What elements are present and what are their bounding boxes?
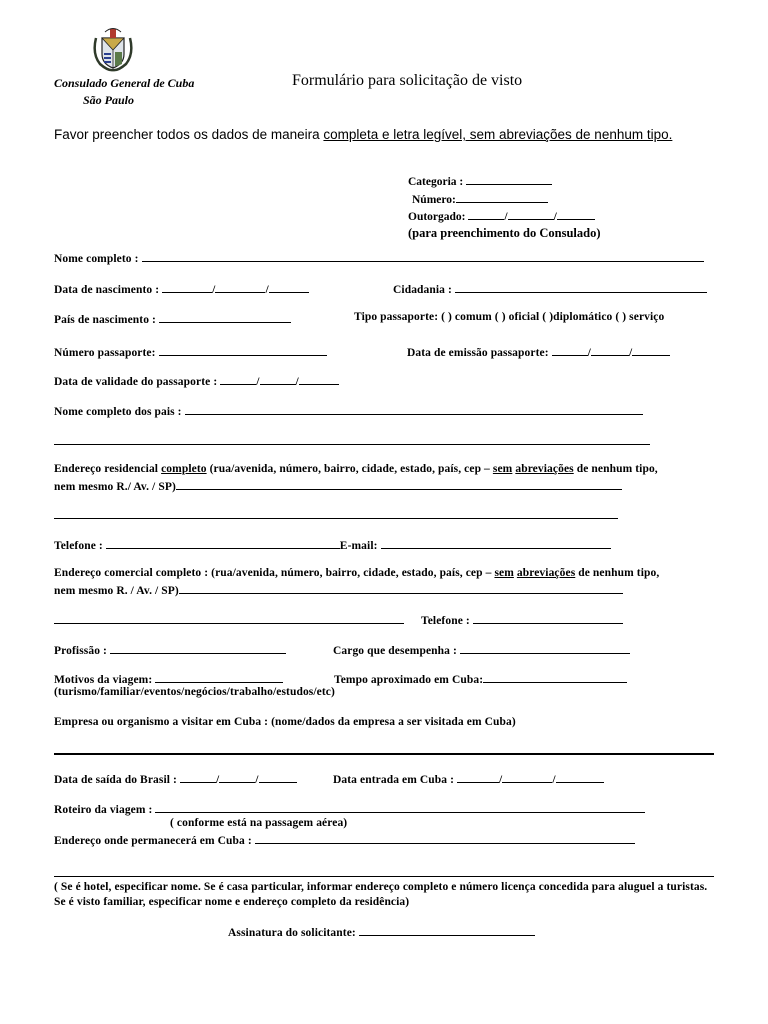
company-field[interactable] <box>54 753 714 755</box>
consulate-city: São Paulo <box>83 93 135 107</box>
validity-year-field[interactable] <box>299 373 339 385</box>
trip-reason-field[interactable] <box>155 671 283 683</box>
itinerary-label: Roteiro da viagem : <box>54 804 153 816</box>
full-name-row <box>54 250 704 265</box>
work-address-line2 <box>54 582 623 597</box>
stay-time-row <box>334 671 627 686</box>
validity-month-field[interactable] <box>260 373 296 385</box>
birth-country-field[interactable] <box>159 311 291 323</box>
itinerary-hint: ( conforme está na passagem aérea) <box>170 817 348 829</box>
issue-year-field[interactable] <box>632 344 670 356</box>
email-field[interactable] <box>381 537 611 549</box>
work-phone-field[interactable] <box>473 612 623 624</box>
trip-reason-row <box>54 671 283 686</box>
parents-field-line2[interactable] <box>54 444 650 445</box>
signature-field[interactable] <box>359 924 535 936</box>
position-label: Cargo que desempenha : <box>333 645 457 657</box>
parents-row <box>54 403 643 418</box>
birth-month-field[interactable] <box>215 281 265 293</box>
passport-number-field[interactable] <box>159 344 327 356</box>
work-address-field-line2[interactable] <box>54 623 404 624</box>
arrival-month-field[interactable] <box>502 771 552 783</box>
full-name-field[interactable] <box>142 250 704 262</box>
itinerary-field[interactable] <box>155 801 645 813</box>
category-field[interactable] <box>466 173 552 185</box>
profession-field[interactable] <box>110 642 286 654</box>
birth-year-field[interactable] <box>269 281 309 293</box>
departure-day-field[interactable] <box>180 771 216 783</box>
home-address-field-line2[interactable] <box>54 518 618 519</box>
work-address-line2-label: nem mesmo R. / Av. / SP) <box>54 585 179 597</box>
birth-date-label: Data de nascimento : <box>54 284 160 296</box>
coat-of-arms-emblem <box>90 24 136 72</box>
instruction-text <box>54 126 716 143</box>
passport-number-label: Número passaporte: <box>54 347 156 359</box>
departure-row: Data de saída do Brasil : / / <box>54 771 297 786</box>
phone-field[interactable] <box>106 537 340 549</box>
stay-time-field[interactable] <box>483 671 627 683</box>
departure-month-field[interactable] <box>219 771 255 783</box>
arrival-row: Data entrada em Cuba : / / <box>333 771 604 786</box>
hotel-note: ( Se é hotel, especificar nome. Se é casa particular, informar endereço completo e número licença concedida para aluguel a turistas. Se é visto familiar, especificar nome e endereço completo da residência) <box>54 881 708 908</box>
trip-reason-label: Motivos da viagem: <box>54 674 153 686</box>
phone-label: Telefone : <box>54 540 103 552</box>
parents-label: Nome completo dos pais : <box>54 406 182 418</box>
consulate-header <box>54 75 194 109</box>
office-use-note: (para preenchimento do Consulado) <box>408 225 601 240</box>
category-label: Categoria : <box>408 176 464 188</box>
stay-address-row <box>54 832 635 847</box>
full-name-label: Nome completo : <box>54 253 139 265</box>
arrival-day-field[interactable] <box>457 771 499 783</box>
work-phone-label: Telefone : <box>421 615 470 627</box>
instruction-part2: completa e letra legível, sem abreviações de nenhum tipo. <box>323 127 673 142</box>
validity-day-field[interactable] <box>220 373 256 385</box>
signature-label: Assinatura do solicitante: <box>228 927 356 939</box>
stay-address-field[interactable] <box>255 832 635 844</box>
citizenship-label: Cidadania : <box>393 284 452 296</box>
work-address-line1: Endereço comercial completo : (rua/avenida, número, bairro, cidade, estado, país, cep – sem abreviações de nenhum tipo, <box>54 567 660 579</box>
work-address-field[interactable] <box>179 582 623 594</box>
instruction-part1: Favor preencher todos os dados de maneira <box>54 127 324 142</box>
arrival-year-field[interactable] <box>556 771 604 783</box>
stay-address-label: Endereço onde permanecerá em Cuba : <box>54 835 252 847</box>
citizenship-field[interactable] <box>455 281 707 293</box>
profession-label: Profissão : <box>54 645 107 657</box>
issue-month-field[interactable] <box>591 344 629 356</box>
granted-year-field[interactable] <box>557 208 595 220</box>
number-field[interactable] <box>456 191 548 203</box>
home-address-field[interactable] <box>176 478 622 490</box>
birth-country-row <box>54 311 291 326</box>
passport-validity-label: Data de validade do passaporte : <box>54 376 218 388</box>
number-label: Número: <box>412 193 456 206</box>
birth-date-row: Data de nascimento : / / <box>54 281 309 296</box>
birth-day-field[interactable] <box>162 281 212 293</box>
stay-time-label: Tempo aproximado em Cuba: <box>334 674 484 686</box>
arrival-label: Data entrada em Cuba : <box>333 774 455 786</box>
citizenship-row <box>393 281 707 296</box>
passport-validity-row: Data de validade do passaporte : / / <box>54 373 339 388</box>
home-address-line2-label: nem mesmo R./ Av. / SP) <box>54 481 176 493</box>
passport-type-row[interactable]: Tipo passaporte: ( ) comum ( ) oficial ( )diplomático ( ) serviço <box>354 311 665 323</box>
signature-row <box>228 924 535 939</box>
phone-row <box>54 537 611 552</box>
trip-reason-hint: (turismo/familiar/eventos/negócios/trabalho/estudos/etc) <box>54 686 335 698</box>
granted-month-field[interactable] <box>508 208 554 220</box>
granted-label: Outorgado: <box>408 211 466 223</box>
itinerary-row <box>54 801 645 816</box>
profession-row <box>54 642 286 657</box>
work-phone-row <box>421 612 623 627</box>
parents-field[interactable] <box>185 403 643 415</box>
home-address-line1: Endereço residencial completo (rua/avenida, número, bairro, cidade, estado, país, cep – sem abreviações de nenhum tipo, <box>54 463 658 475</box>
issue-day-field[interactable] <box>552 344 588 356</box>
home-address-line2 <box>54 478 622 493</box>
departure-label: Data de saída do Brasil : <box>54 774 177 786</box>
office-use-block: Categoria : Número: Outorgado: / / (para preenchimento do Consulado) <box>408 173 601 241</box>
departure-year-field[interactable] <box>259 771 297 783</box>
position-row <box>333 642 630 657</box>
form-title: Formulário para solicitação de visto <box>292 72 523 89</box>
passport-issue-row: Data de emissão passaporte: / / <box>407 344 670 359</box>
company-label: Empresa ou organismo a visitar em Cuba : (nome/dados da empresa a ser visitada em Cuba) <box>54 716 516 728</box>
email-label: E-mail: <box>339 540 378 552</box>
consulate-name: Consulado General de Cuba <box>54 76 195 90</box>
granted-day-field[interactable] <box>468 208 504 220</box>
passport-issue-label: Data de emissão passaporte: <box>407 347 549 359</box>
passport-number-row <box>54 344 327 359</box>
position-field[interactable] <box>460 642 630 654</box>
stay-address-field-line2[interactable] <box>54 876 714 877</box>
birth-country-label: País de nascimento : <box>54 314 156 326</box>
